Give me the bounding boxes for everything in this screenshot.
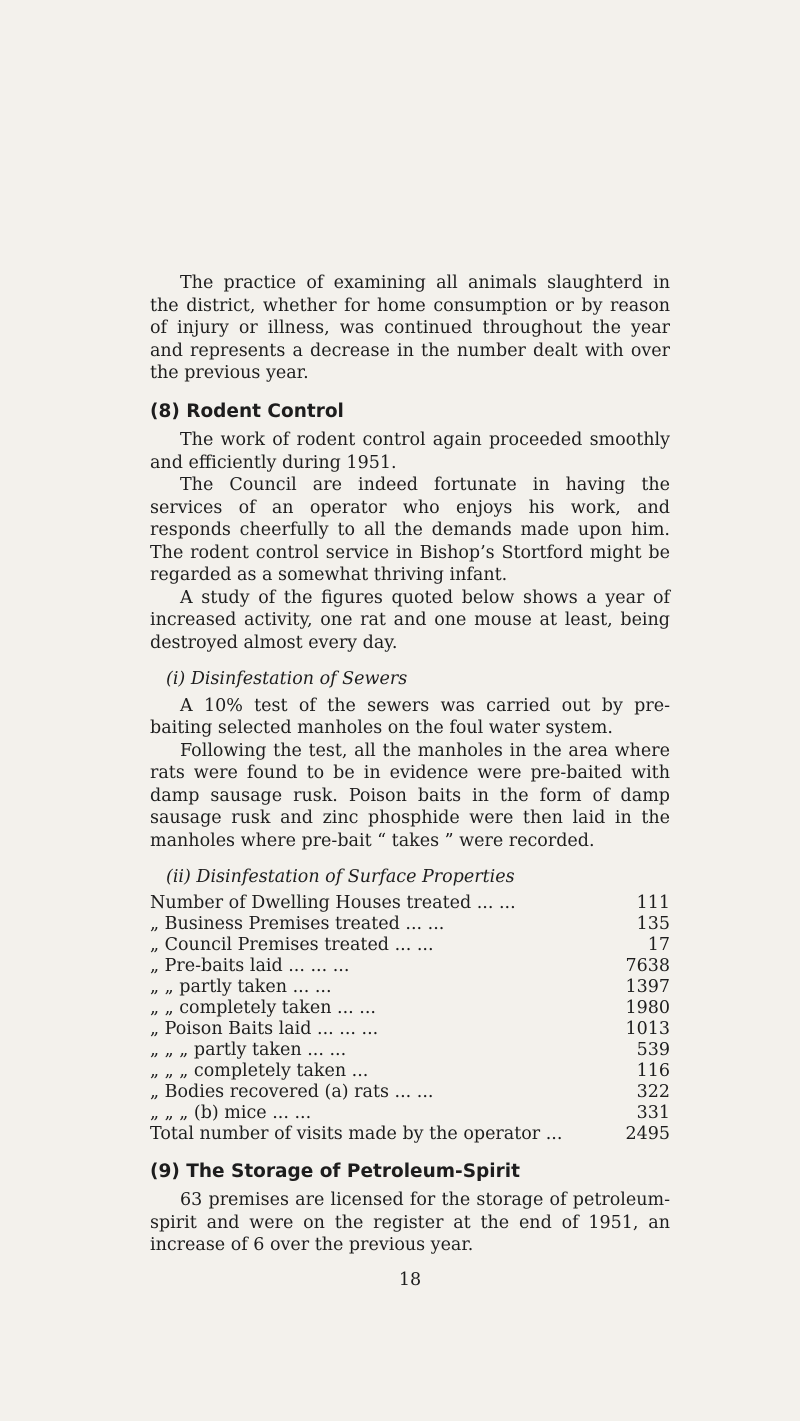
table-row: [150, 956, 670, 977]
row-value: 2495: [625, 1123, 670, 1144]
row-value: 17: [647, 934, 670, 955]
table-row: [150, 1061, 670, 1082]
row-label: „ „ completely taken ... ...: [150, 997, 376, 1018]
section-8-paragraph-3: A study of the figures quoted below shows a year of increased activity, one rat and one mouse at least, being destroyed almost every day.: [150, 587, 670, 653]
table-row: [150, 893, 670, 914]
row-value: 7638: [625, 955, 670, 976]
table-row: [150, 1103, 670, 1124]
row-label: „ „ „ (b) mice ... ...: [150, 1102, 312, 1123]
row-value: 111: [636, 892, 670, 913]
section-9-heading: (9) The Storage of Petroleum-Spirit: [150, 1160, 520, 1182]
row-label: „ Bodies recovered (a) rats ... ...: [150, 1081, 434, 1102]
section-8-paragraph-2: The Council are indeed fortunate in having the services of an operator who enjoys his work, and responds cheerfully to all the demands made upon him. The rodent control service in Bishop’s Stortford might be regarded as a somewhat thriving infant.: [150, 475, 670, 585]
sewers-paragraph-1: A 10% test of the sewers was carried out by pre-baiting selected manholes on the foul water system.: [150, 695, 670, 738]
row-value: 1013: [625, 1018, 670, 1039]
row-value: 322: [636, 1081, 670, 1102]
row-label: Number of Dwelling Houses treated ... ...: [150, 892, 516, 913]
table-row: [150, 1124, 670, 1145]
row-label: „ Poison Baits laid ... ... ...: [150, 1018, 379, 1039]
surface-properties-subheading: (ii) Disinfestation of Surface Properties: [166, 867, 515, 887]
surface-properties-table: [150, 893, 670, 1145]
row-label: Total number of visits made by the operator ...: [150, 1123, 563, 1144]
row-value: 1980: [625, 997, 670, 1018]
document-page: [150, 272, 670, 1291]
sewers-paragraph-2: Following the test, all the manholes in the area where rats were found to be in evidence were pre-baited with damp sausage rusk. Poison baits in the form of damp sausage rusk and zinc phosphide were then laid in the manholes where pre-bait “ takes ” were recorded.: [150, 740, 670, 851]
section-8-heading: (8) Rodent Control: [150, 400, 344, 422]
table-row: [150, 1019, 670, 1040]
table-row: [150, 914, 670, 935]
table-row: [150, 1082, 670, 1103]
table-row: [150, 998, 670, 1019]
table-row: [150, 935, 670, 956]
section-9-paragraph: 63 premises are licensed for the storage of petroleum-spirit and were on the register at the end of 1951, an increase of 6 over the previous year.: [150, 1190, 670, 1255]
sewers-subheading: (i) Disinfestation of Sewers: [166, 669, 408, 689]
table-row: [150, 977, 670, 998]
row-value: 331: [636, 1102, 670, 1123]
row-value: 539: [636, 1039, 670, 1060]
row-label: „ Business Premises treated ... ...: [150, 913, 445, 934]
table-row: [150, 1040, 670, 1061]
row-label: „ „ „ completely taken ...: [150, 1060, 369, 1081]
intro-paragraph: The practice of examining all animals slaughterd in the district, whether for home consumption or by reason of injury or illness, was continued throughout the year and represents a decrease in the number dealt with over the previous year.: [150, 273, 670, 383]
row-label: „ Pre-baits laid ... ... ...: [150, 955, 350, 976]
section-8-paragraph-1: The work of rodent control again proceeded smoothly and efficiently during 1951.: [150, 430, 670, 473]
row-label: „ „ „ partly taken ... ...: [150, 1039, 347, 1060]
row-label: „ Council Premises treated ... ...: [150, 934, 434, 955]
row-label: „ „ partly taken ... ...: [150, 976, 332, 997]
row-value: 116: [636, 1060, 670, 1081]
row-value: 1397: [625, 976, 670, 997]
row-value: 135: [636, 913, 670, 934]
page-number: 18: [398, 1269, 422, 1290]
